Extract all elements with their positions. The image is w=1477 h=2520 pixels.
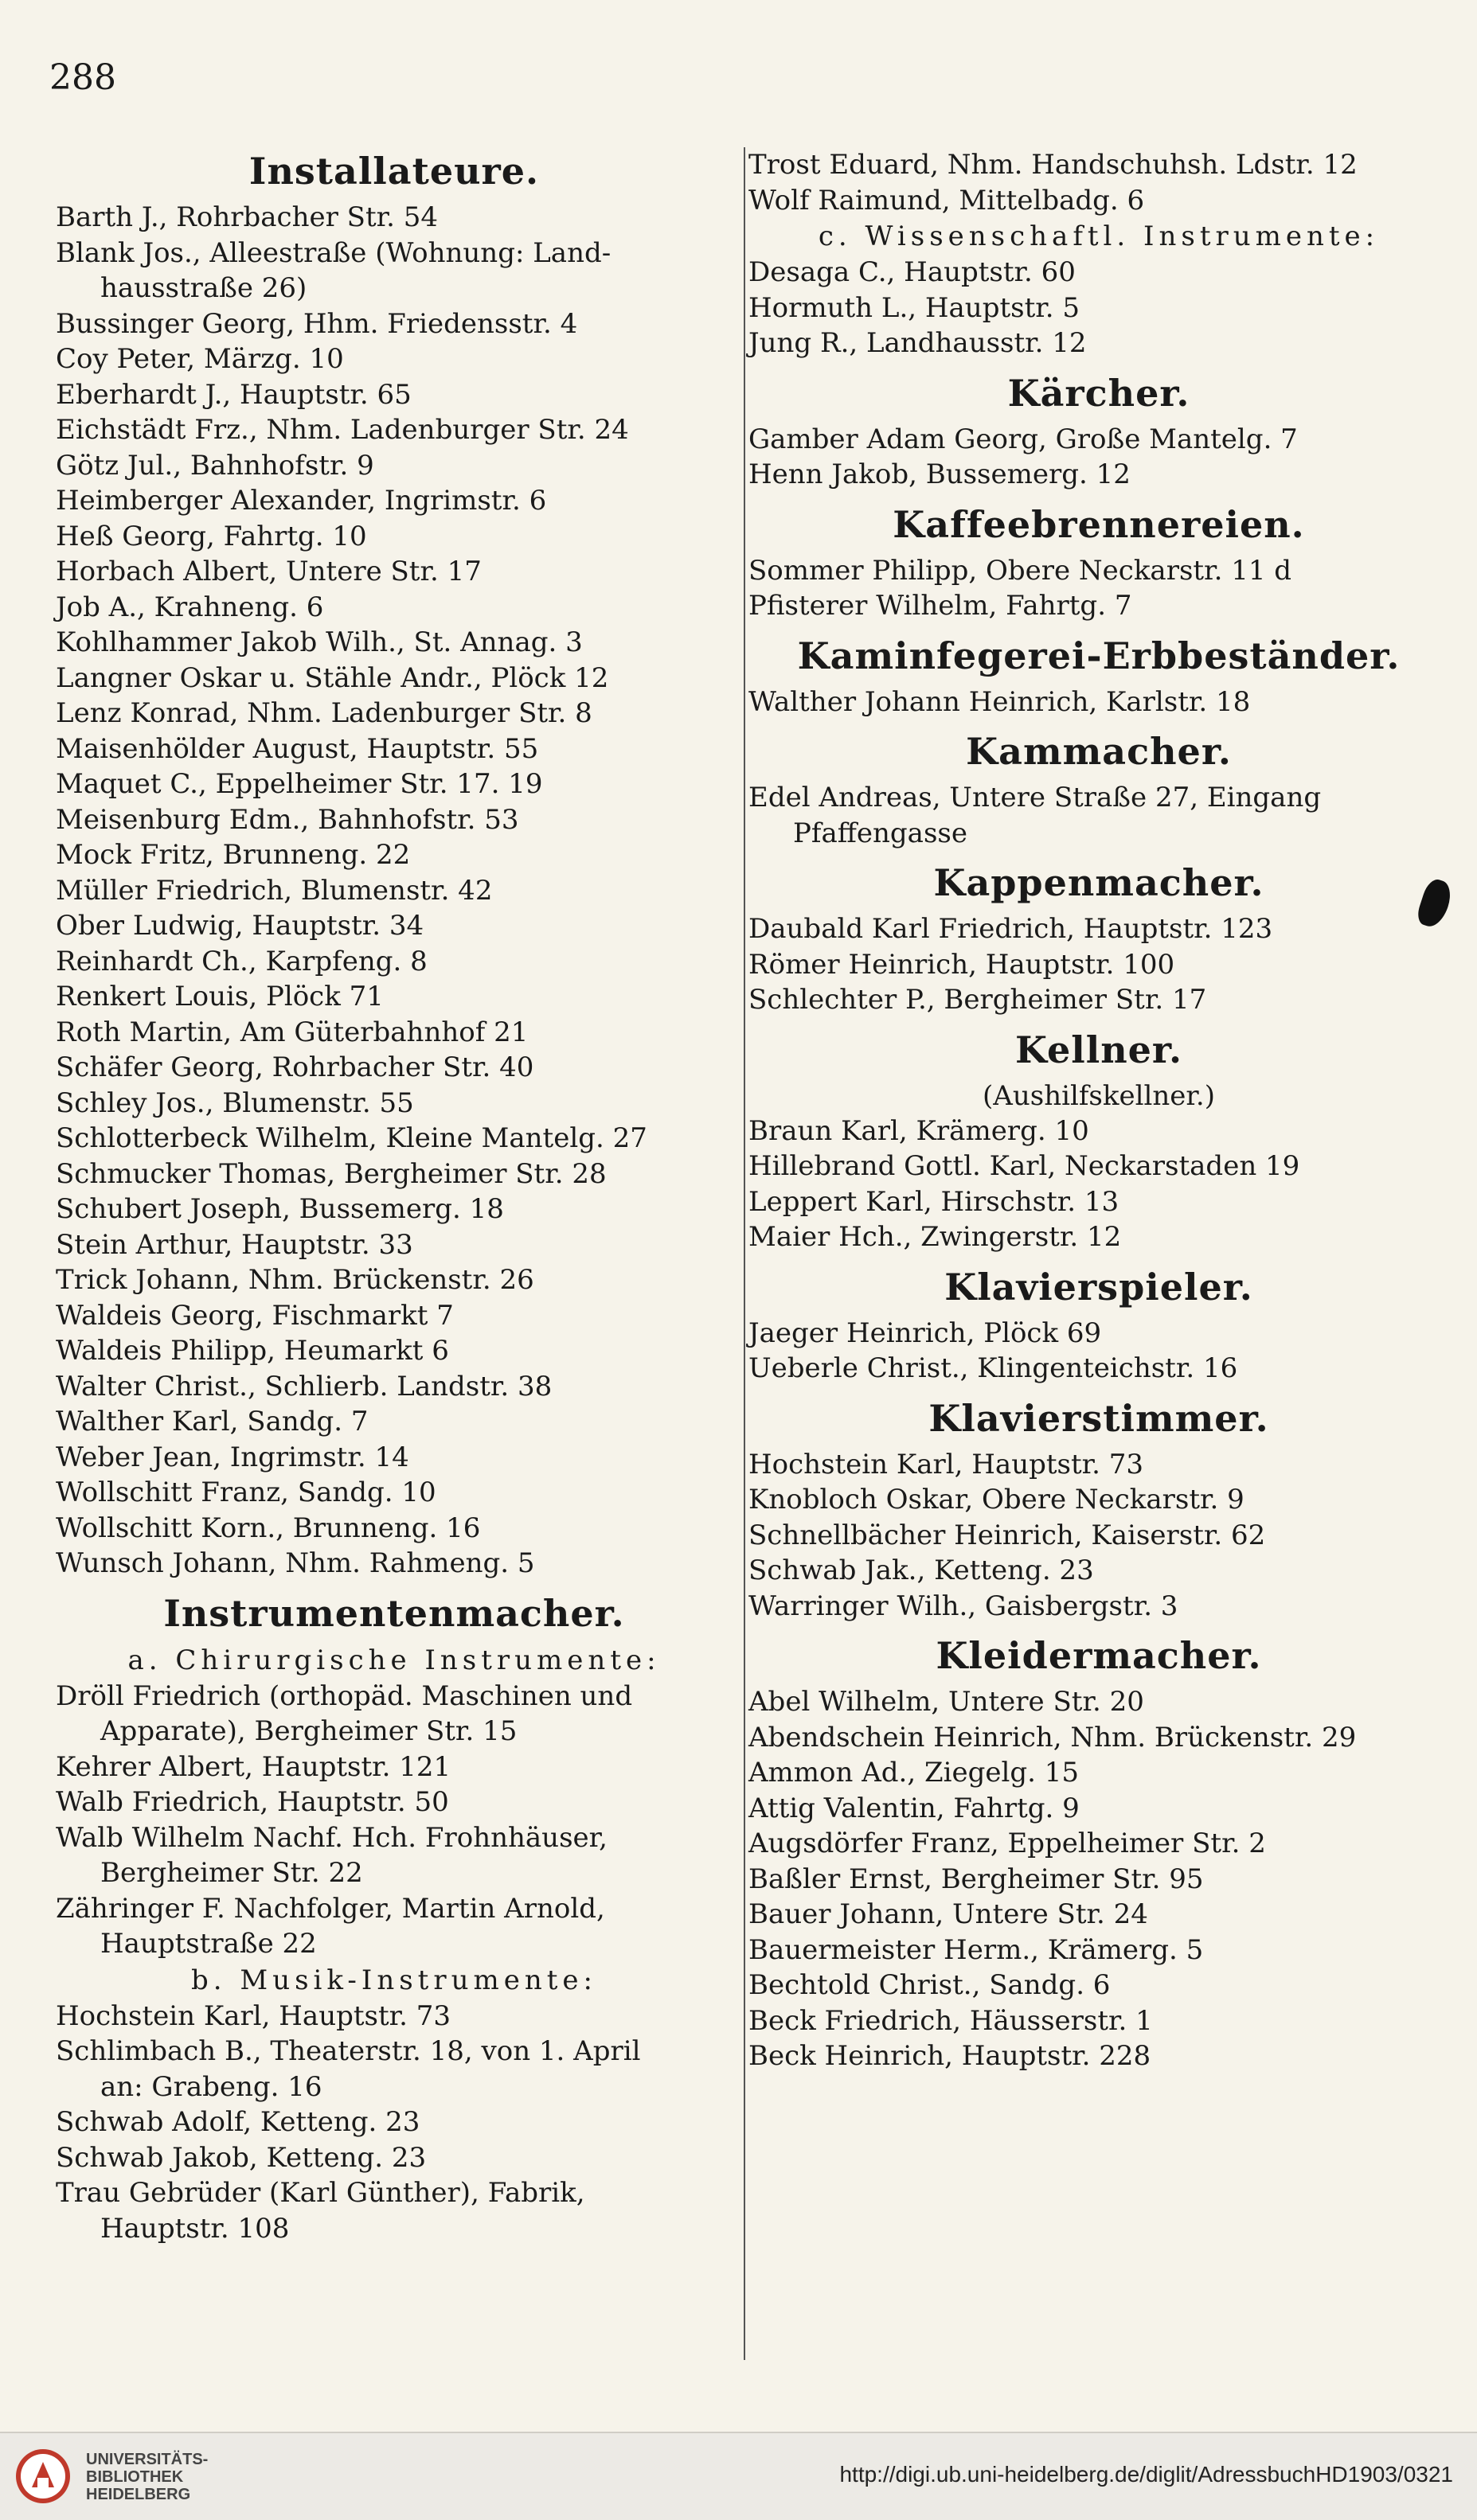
- section-heading: Kappenmacher.: [933, 861, 1264, 904]
- directory-entry: Job A., Krahneng. 6: [56, 591, 324, 623]
- directory-entry: Eichstädt Frz., Nhm. Ladenburger Str. 24: [56, 414, 629, 446]
- directory-entry-continuation: Apparate), Bergheimer Str. 15: [100, 1715, 518, 1747]
- directory-entry: Barth J., Rohrbacher Str. 54: [56, 201, 439, 233]
- directory-entry: Waldeis Georg, Fischmarkt 7: [56, 1299, 454, 1332]
- directory-entry: Daubald Karl Friedrich, Hauptstr. 123: [748, 913, 1273, 945]
- directory-entry: Schnellbächer Heinrich, Kaiserstr. 62: [748, 1519, 1266, 1551]
- directory-entry: Reinhardt Ch., Karpfeng. 8: [56, 945, 428, 977]
- library-name: [86, 2451, 208, 2503]
- directory-entry: Kehrer Albert, Hauptstr. 121: [56, 1750, 451, 1783]
- directory-entry: Schäfer Georg, Rohrbacher Str. 40: [56, 1051, 534, 1083]
- section-heading: Kellner.: [1015, 1028, 1182, 1071]
- directory-entry: Schley Jos., Blumenstr. 55: [56, 1086, 414, 1119]
- directory-entry: Ueberle Christ., Klingenteichstr. 16: [748, 1352, 1238, 1384]
- directory-entry: Heß Georg, Fahrtg. 10: [56, 520, 367, 552]
- directory-entry: Schwab Adolf, Ketteng. 23: [56, 2106, 420, 2138]
- directory-entry: Wolf Raimund, Mittelbadg. 6: [748, 184, 1145, 217]
- directory-entry: Walther Karl, Sandg. 7: [56, 1406, 369, 1437]
- section-heading: Kammacher.: [966, 730, 1232, 773]
- directory-entry-continuation: Hauptstraße 22: [100, 1928, 317, 1960]
- directory-entry: Sommer Philipp, Obere Neckarstr. 11 d: [748, 554, 1292, 587]
- source-url-link[interactable]: http://digi.ub.uni-heidelberg.de/diglit/AdressbuchHD1903/0321: [839, 2462, 1453, 2487]
- directory-entry: Jung R., Landhausstr. 12: [748, 327, 1087, 359]
- section-heading: Kaffeebrennereien.: [893, 502, 1305, 546]
- directory-entry: Blank Jos., Alleestraße (Wohnung: Land-: [56, 236, 612, 269]
- directory-entry: Wollschitt Korn., Brunneng. 16: [56, 1512, 481, 1544]
- library-name-line: BIBLIOTHEK: [86, 2468, 184, 2486]
- directory-entry: Leppert Karl, Hirschstr. 13: [748, 1185, 1119, 1218]
- directory-entry: Abel Wilhelm, Untere Str. 20: [748, 1686, 1144, 1718]
- directory-entry: Pfisterer Wilhelm, Fahrtg. 7: [748, 590, 1132, 622]
- directory-entry: Hillebrand Gottl. Karl, Neckarstaden 19: [748, 1150, 1300, 1182]
- directory-entry: Bauer Johann, Untere Str. 24: [748, 1898, 1148, 1930]
- directory-entry-continuation: hausstraße 26): [100, 272, 307, 304]
- directory-entry: Gamber Adam Georg, Große Mantelg. 7: [748, 423, 1298, 455]
- directory-entry: Hochstein Karl, Hauptstr. 73: [748, 1448, 1144, 1480]
- directory-entry: Augsdörfer Franz, Eppelheimer Str. 2: [748, 1828, 1266, 1859]
- right-column: [748, 147, 1449, 2074]
- directory-entry: Attig Valentin, Fahrtg. 9: [748, 1792, 1080, 1824]
- section-heading: Klavierstimmer.: [928, 1396, 1269, 1440]
- directory-entry: Römer Heinrich, Hauptstr. 100: [748, 948, 1175, 981]
- directory-entry: Renkert Louis, Plöck 71: [56, 981, 384, 1012]
- directory-entry: Stein Arthur, Hauptstr. 33: [56, 1228, 413, 1261]
- section-heading: Klavierspieler.: [944, 1265, 1253, 1309]
- directory-entry: Braun Karl, Krämerg. 10: [748, 1114, 1089, 1147]
- directory-entry: Müller Friedrich, Blumenstr. 42: [56, 874, 493, 907]
- directory-entry: Meisenburg Edm., Bahnhofstr. 53: [56, 803, 519, 836]
- directory-entry-continuation: Pfaffengasse: [793, 817, 967, 849]
- library-logo-icon: [14, 2448, 72, 2505]
- directory-entry: Maisenhölder August, Hauptstr. 55: [56, 732, 539, 765]
- directory-entry: Dröll Friedrich (orthopäd. Maschinen und: [56, 1679, 633, 1712]
- directory-entry: Coy Peter, Märzg. 10: [56, 343, 344, 375]
- directory-entry: Beck Heinrich, Hauptstr. 228: [748, 2040, 1151, 2072]
- directory-entry: Bauermeister Herm., Krämerg. 5: [748, 1933, 1204, 1966]
- directory-entry: Waldeis Philipp, Heumarkt 6: [56, 1335, 449, 1367]
- directory-entry: Henn Jakob, Bussemerg. 12: [748, 458, 1131, 490]
- directory-entry: Walter Christ., Schlierb. Landstr. 38: [56, 1370, 553, 1402]
- directory-entry: Trick Johann, Nhm. Brückenstr. 26: [56, 1264, 534, 1296]
- directory-entry: Schwab Jak., Ketteng. 23: [748, 1555, 1094, 1586]
- directory-entry: Schlechter P., Bergheimer Str. 17: [748, 984, 1207, 1016]
- directory-entry: Jaeger Heinrich, Plöck 69: [748, 1317, 1102, 1349]
- directory-entry: Götz Jul., Bahnhofstr. 9: [56, 449, 374, 482]
- directory-entry: Beck Friedrich, Häusserstr. 1: [748, 2004, 1153, 2037]
- directory-entry: Lenz Konrad, Nhm. Ladenburger Str. 8: [56, 697, 592, 729]
- section-heading: Kleidermacher.: [936, 1634, 1262, 1677]
- directory-entry: Maquet C., Eppelheimer Str. 17. 19: [56, 768, 543, 800]
- directory-entry: Schwab Jakob, Ketteng. 23: [56, 2141, 427, 2174]
- directory-entry-continuation: an: Grabeng. 16: [100, 2070, 322, 2103]
- directory-entry: Warringer Wilh., Gaisbergstr. 3: [748, 1590, 1178, 1622]
- directory-entry: Eberhardt J., Hauptstr. 65: [56, 378, 412, 411]
- directory-entry-continuation: Bergheimer Str. 22: [100, 1857, 363, 1889]
- directory-entry: Langner Oskar u. Stähle Andr., Plöck 12: [56, 661, 609, 694]
- directory-entry: Maier Hch., Zwingerstr. 12: [748, 1221, 1122, 1253]
- directory-entry: Bussinger Georg, Hhm. Friedensstr. 4: [56, 307, 578, 340]
- directory-entry: Hochstein Karl, Hauptstr. 73: [56, 1999, 451, 2032]
- section-heading: Kärcher.: [1007, 371, 1190, 415]
- directory-entry: Roth Martin, Am Güterbahnhof 21: [56, 1016, 529, 1048]
- directory-entry: Hormuth L., Hauptstr. 5: [748, 291, 1080, 324]
- directory-entry: Schlotterbeck Wilhelm, Kleine Mantelg. 27: [56, 1122, 647, 1154]
- library-name-line: HEIDELBERG: [86, 2486, 191, 2503]
- directory-entry: Trost Eduard, Nhm. Handschuhsh. Ldstr. 12: [748, 149, 1358, 181]
- directory-entry: Desaga C., Hauptstr. 60: [748, 256, 1076, 288]
- left-column: [56, 147, 733, 2246]
- directory-entry: Abendschein Heinrich, Nhm. Brückenstr. 29: [748, 1721, 1357, 1753]
- directory-entry: Ammon Ad., Ziegelg. 15: [748, 1757, 1079, 1789]
- directory-entry: Schubert Joseph, Bussemerg. 18: [56, 1193, 504, 1225]
- directory-entry: Edel Andreas, Untere Straße 27, Eingang: [748, 782, 1322, 813]
- directory-entry: Heimberger Alexander, Ingrimstr. 6: [56, 485, 547, 517]
- directory-entry: Zähringer F. Nachfolger, Martin Arnold,: [56, 1892, 605, 1925]
- column-divider: [744, 147, 745, 2360]
- directory-entry: Baßler Ernst, Bergheimer Str. 95: [748, 1863, 1204, 1895]
- directory-entry: Schlimbach B., Theaterstr. 18, von 1. April: [56, 2035, 641, 2067]
- directory-entry: Walther Johann Heinrich, Karlstr. 18: [748, 685, 1251, 718]
- section-heading: Instrumentenmacher.: [163, 1591, 625, 1635]
- page-number: 288: [49, 57, 116, 98]
- directory-entry-continuation: Hauptstr. 108: [100, 2212, 290, 2245]
- directory-entry: Trau Gebrüder (Karl Günther), Fabrik,: [56, 2177, 585, 2209]
- directory-entry: Knobloch Oskar, Obere Neckarstr. 9: [748, 1484, 1245, 1516]
- directory-entry: Walb Wilhelm Nachf. Hch. Frohnhäuser,: [56, 1821, 608, 1854]
- directory-entry: Schmucker Thomas, Bergheimer Str. 28: [56, 1157, 607, 1190]
- directory-entry: Horbach Albert, Untere Str. 17: [56, 556, 482, 587]
- directory-entry: Wunsch Johann, Nhm. Rahmeng. 5: [56, 1547, 535, 1579]
- directory-entry: Mock Fritz, Brunneng. 22: [56, 839, 411, 871]
- section-subheading: a. Chirurgische Instrumente:: [127, 1644, 661, 1676]
- directory-entry: Weber Jean, Ingrimstr. 14: [56, 1441, 409, 1473]
- directory-entry: Kohlhammer Jakob Wilh., St. Annag. 3: [56, 626, 583, 658]
- section-heading: Installateure.: [248, 150, 540, 193]
- directory-entry: Wollschitt Franz, Sandg. 10: [56, 1477, 436, 1508]
- footer-bar: [0, 2432, 1477, 2520]
- directory-entry: Walb Friedrich, Hauptstr. 50: [56, 1786, 449, 1818]
- section-heading: Kaminfegerei-Erbbeständer.: [797, 634, 1401, 677]
- directory-entry: Bechtold Christ., Sandg. 6: [748, 1969, 1111, 2001]
- section-note: (Aushilfskellner.): [983, 1079, 1215, 1112]
- library-name-line: UNIVERSITÄTS-: [86, 2451, 209, 2468]
- directory-entry: Ober Ludwig, Hauptstr. 34: [56, 910, 424, 942]
- section-subheading: c. Wissenschaftl. Instrumente:: [818, 220, 1380, 252]
- section-subheading: b. Musik-Instrumente:: [191, 1964, 597, 1996]
